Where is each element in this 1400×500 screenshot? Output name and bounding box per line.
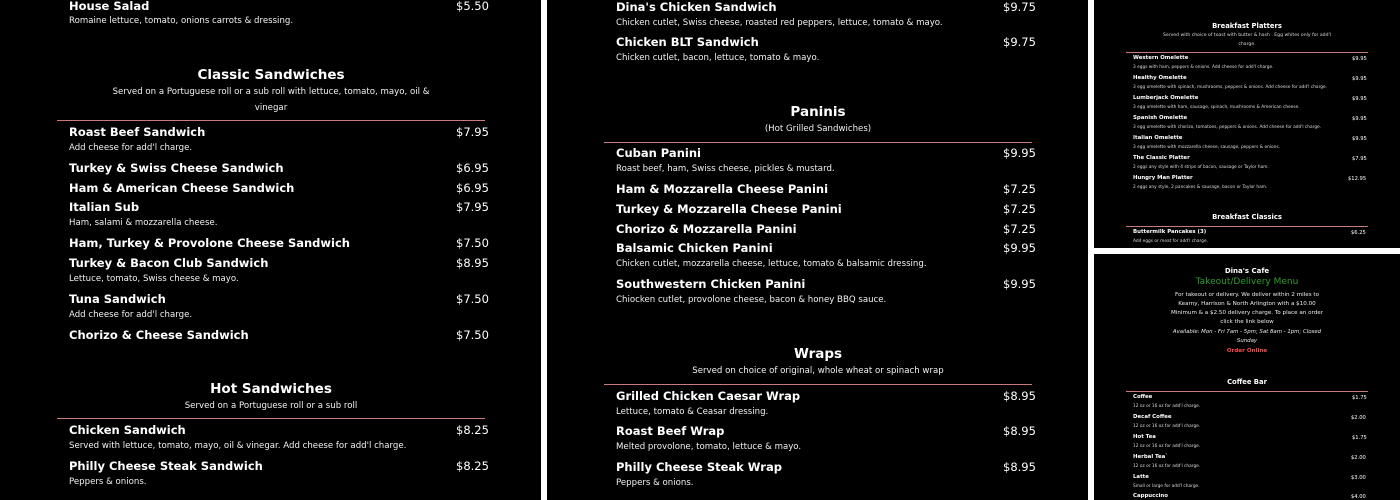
menu-item-name: Chorizo & Mozzarella Panini: [616, 222, 797, 236]
section-divider: [57, 418, 485, 419]
section-subtitle: vinegar: [254, 103, 288, 113]
menu-item-price: $8.95: [456, 256, 489, 270]
menu-item-desc: 12 oz or 16 oz for add'l charge.: [1133, 464, 1201, 469]
menu-item-price: $9.95: [1003, 146, 1036, 160]
section-subtitle: Served on a Portuguese roll or a sub roll: [184, 401, 358, 411]
menu-item-desc: Chicken cutlet, Swiss cheese, roasted red peppers, lettuce, tomato & mayo.: [616, 18, 943, 28]
menu-item-price: $9.95: [1352, 136, 1367, 142]
menu-item-desc: 3 egg omelette with ham, sausage, spinach, mushrooms & American cheese.: [1133, 105, 1300, 110]
menu-item-price: $1.75: [1352, 395, 1367, 401]
menu-item-price: $9.95: [1352, 76, 1367, 82]
menu-item-name: Buttermilk Pancakes (3): [1133, 229, 1207, 235]
section-subtitle: Served on choice of original, whole wheat or spinach wrap: [692, 366, 944, 376]
section-subtitle: Served with choice of toast with butter & hash . Egg whites only for add'l: [1162, 33, 1332, 38]
menu-item-name: Dina's Chicken Sandwich: [616, 0, 777, 14]
menu-item-price: $9.75: [1003, 0, 1036, 14]
menu-item-name: Chicken Sandwich: [69, 423, 186, 437]
menu-item-name: Healthy Omelette: [1133, 75, 1187, 81]
menu-panel-sandwiches: [0, 0, 541, 500]
menu-item-name: Italian Omelette: [1133, 135, 1183, 141]
menu-item-price: $1.75: [1352, 435, 1367, 441]
menu-item-name: Lumberjack Omelette: [1133, 95, 1199, 101]
section-subtitle: Served on a Portuguese roll or a sub roll with lettuce, tomato, mayo, oil &: [112, 87, 430, 97]
menu-item-name: Coffee: [1133, 394, 1153, 400]
menu-item-name: The Classic Platter: [1133, 155, 1190, 161]
info-text: For takeout or delivery. We deliver within 2 miles to: [1174, 292, 1320, 298]
menu-item-desc: Small or large for add'l charge.: [1133, 484, 1200, 489]
menu-item-price: $3.00: [1351, 475, 1366, 481]
menu-item-name: Turkey & Mozzarella Cheese Panini: [616, 202, 842, 216]
info-text: click the link below: [1220, 319, 1274, 325]
menu-item-price: $8.25: [456, 423, 489, 437]
section-title-breakfast-classics: Breakfast Classics: [1212, 213, 1282, 221]
menu-item-desc: 2 eggs any style with 4 strips of bacon, sausage or Taylor ham.: [1133, 165, 1269, 170]
menu-item-name: Southwestern Chicken Panini: [616, 277, 806, 291]
menu-item-desc: 12 oz or 16 oz for add'l charge.: [1133, 404, 1201, 409]
menu-item-desc: Add cheese for add'l charge.: [69, 310, 193, 320]
menu-item-name: Ham & American Cheese Sandwich: [69, 181, 295, 195]
menu-item-name: Italian Sub: [69, 200, 140, 214]
section-subtitle: (Hot Grilled Sandwiches): [764, 124, 872, 134]
menu-item-desc: Peppers & onions.: [616, 478, 694, 488]
menu-item-desc: Chicken cutlet, mozzarella cheese, lettuce, tomato & balsamic dressing.: [616, 259, 927, 269]
section-divider: [57, 120, 485, 121]
menu-item-price: $8.95: [1003, 424, 1036, 438]
section-title-hot: Hot Sandwiches: [210, 381, 332, 397]
menu-item-name: Philly Cheese Steak Sandwich: [69, 459, 263, 473]
menu-item-price: $12.95: [1348, 176, 1367, 182]
menu-item-price: $9.95: [1003, 241, 1036, 255]
menu-item-name: Turkey & Swiss Cheese Sandwich: [69, 161, 284, 175]
menu-title: Takeout/Delivery Menu: [1195, 277, 1299, 287]
menu-item-price: $4.00: [1351, 494, 1366, 500]
section-divider: [1126, 226, 1368, 227]
menu-item-price: $7.25: [1003, 182, 1036, 196]
menu-panel-paninis-wraps: [547, 0, 1088, 500]
menu-item-desc: Melted provolone, tomato, lettuce & mayo.: [616, 442, 802, 452]
section-title-breakfast-platters: Breakfast Platters: [1212, 22, 1282, 30]
menu-item-name: Cappuccino: [1133, 493, 1168, 499]
menu-item-desc: 3 egg omelette with chorizo, tomatoes, peppers & onions. Add cheese for add'l charge.: [1133, 125, 1322, 130]
menu-item-desc: Chiocken cutlet, provolone cheese, bacon & honey BBQ sauce.: [616, 295, 887, 305]
menu-item-price: $6.25: [1351, 230, 1366, 236]
menu-item-desc: 3 egg omelette with spinach, mushrooms, peppers & onions. Add cheese for add'l charge.: [1133, 85, 1327, 90]
hours-text: Available: Mon - Fri 7am - 5pm; Sat 8am - 1pm; Closed: [1172, 329, 1322, 335]
menu-panel-coffee: [1094, 254, 1400, 500]
menu-item-name: Herbal Tea`: [1133, 454, 1168, 460]
menu-item-desc: 2 eggs any style, 2 pancakes & sausage, bacon or Taylor ham.: [1133, 185, 1268, 190]
menu-item-price: $9.95: [1352, 116, 1367, 122]
menu-item-price: $7.95: [456, 200, 489, 214]
menu-item-name: Philly Cheese Steak Wrap: [616, 460, 782, 474]
section-title-coffee-bar: Coffee Bar: [1227, 378, 1267, 386]
menu-item-price: $7.95: [1352, 156, 1367, 162]
menu-item-price: $2.00: [1351, 415, 1366, 421]
section-divider: [1126, 391, 1368, 392]
menu-item-price: $7.50: [456, 236, 489, 250]
menu-item-name: Ham, Turkey & Provolone Cheese Sandwich: [69, 236, 350, 250]
menu-item-price: $9.95: [1003, 277, 1036, 291]
menu-item-price: $6.95: [456, 181, 489, 195]
section-title-classic: Classic Sandwiches: [197, 67, 345, 83]
menu-item-price: $8.95: [1003, 389, 1036, 403]
menu-item-desc: Lettuce, tomato, Swiss cheese & mayo.: [69, 274, 239, 284]
menu-item-desc: Lettuce, tomato & Ceasar dressing.: [616, 407, 769, 417]
menu-panel-breakfast: [1094, 0, 1400, 248]
menu-item-name: Balsamic Chicken Panini: [616, 241, 773, 255]
menu-item-desc: Ham, salami & mozzarella cheese.: [69, 218, 218, 228]
menu-item-price: $7.50: [456, 292, 489, 306]
menu-item-price: $7.25: [1003, 202, 1036, 216]
menu-item-price: $8.95: [1003, 460, 1036, 474]
menu-item-name: Decaf Coffee: [1133, 414, 1172, 420]
menu-item-name: Chorizo & Cheese Sandwich: [69, 328, 249, 342]
menu-item-desc: Served with lettuce, tomato, mayo, oil & vinegar. Add cheese for add'l charge.: [69, 441, 407, 451]
menu-item-desc: 12 oz or 16 oz for add'l charge.: [1133, 444, 1201, 449]
menu-item-price: $7.50: [456, 328, 489, 342]
menu-item-price: $9.95: [1352, 96, 1367, 102]
section-divider: [604, 142, 1032, 143]
menu-item-name: Western Omelette: [1133, 55, 1189, 61]
section-divider: [1126, 52, 1368, 53]
menu-item-price: $7.25: [1003, 222, 1036, 236]
menu-item-name: Grilled Chicken Caesar Wrap: [616, 389, 801, 403]
menu-item-price: $6.95: [456, 161, 489, 175]
menu-item-name: Turkey & Bacon Club Sandwich: [69, 256, 269, 270]
menu-item-price: $7.95: [456, 125, 489, 139]
menu-item-desc: 3 eggs with ham, peppers & onions. Add cheese for add'l charge.: [1133, 65, 1274, 70]
menu-item-name: House Salad: [69, 0, 150, 13]
menu-item-name: Roast Beef Wrap: [616, 424, 725, 438]
menu-item-price: $2.00: [1351, 455, 1366, 461]
menu-item-desc: Roast beef, ham, Swiss cheese, pickles & mustard.: [616, 164, 835, 174]
menu-item-name: Chicken BLT Sandwich: [616, 35, 759, 49]
hours-text: Sunday: [1236, 338, 1258, 344]
menu-item-name: Spanish Omelette: [1133, 115, 1188, 121]
section-title-paninis: Paninis: [790, 104, 846, 120]
menu-item-name: Tuna Sandwich: [69, 292, 166, 306]
section-title-wraps: Wraps: [793, 346, 843, 362]
menu-item-desc: Chicken cutlet, bacon, lettuce, tomato & mayo.: [616, 53, 820, 63]
menu-item-desc: 3 egg omelette with mozzarella cheese, sausage, peppers & onions.: [1133, 145, 1280, 150]
menu-item-desc: Add cheese for add'l charge.: [69, 143, 193, 153]
menu-item-name: Ham & Mozzarella Cheese Panini: [616, 182, 829, 196]
menu-item-price: $9.95: [1352, 56, 1367, 62]
menu-item-desc: Add eggs or meat for add'l charge.: [1133, 239, 1208, 244]
order-online-link[interactable]: Order Online: [1226, 348, 1268, 354]
menu-item-desc: 12 oz or 16 oz for add'l charge.: [1133, 424, 1201, 429]
menu-item-desc: Romaine lettuce, tomato, onions carrots & dressing.: [69, 16, 294, 26]
menu-item-name: Hungry Man Platter: [1133, 175, 1193, 181]
menu-item-name: Latte: [1133, 474, 1149, 480]
menu-item-price: $8.25: [456, 459, 489, 473]
info-text: Minimum & a $2.50 delivery charge. To place an order: [1170, 310, 1324, 316]
menu-item-name: Cuban Panini: [616, 146, 701, 160]
menu-item-price: $9.75: [1003, 35, 1036, 49]
section-subtitle: charge.: [1238, 42, 1256, 47]
menu-item-price: $5.50: [456, 0, 489, 13]
menu-item-name: Hot Tea: [1133, 434, 1156, 440]
menu-item-desc: Peppers & onions.: [69, 477, 147, 487]
cafe-name: Dina's Cafe: [1224, 267, 1270, 275]
menu-item-name: Roast Beef Sandwich: [69, 125, 206, 139]
info-text: Kearny, Harrison & North Arlington with a $10.00: [1178, 301, 1316, 307]
section-divider: [604, 384, 1032, 385]
